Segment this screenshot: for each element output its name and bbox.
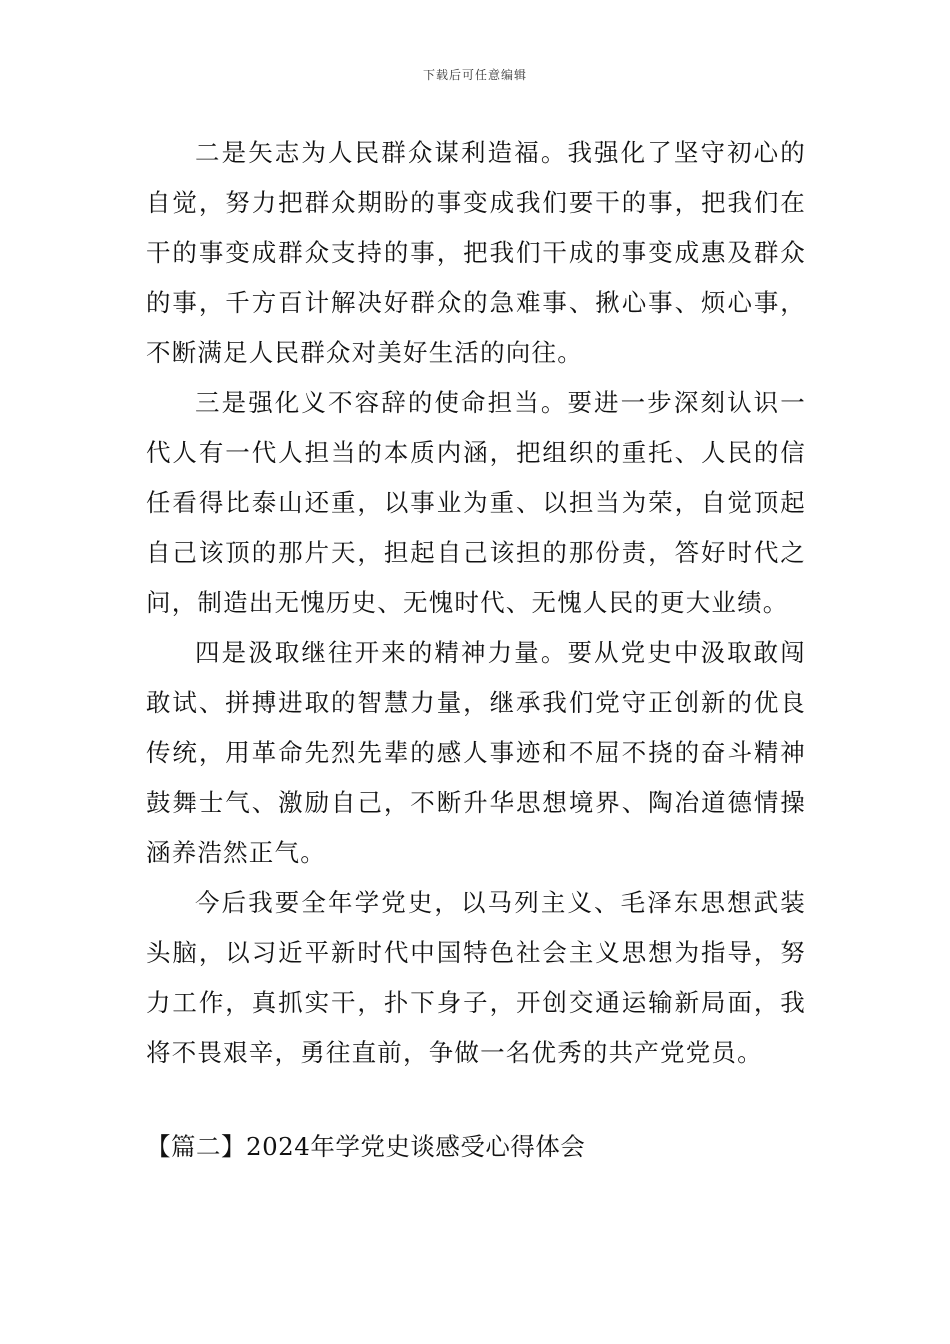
document-body — [146, 128, 806, 1078]
paragraph-3: 三是强化义不容辞的使命担当。要进一步深刻认识一代人有一代人担当的本质内涵，把组织的重托、人民的信任看得比泰山还重，以事业为重、以担当为荣，自觉顶起自己该顶的那片天，担起自己该担的那份责，答好时代之问，制造出无愧历史、无愧时代、无愧人民的更大业绩。 — [146, 388, 806, 617]
section-heading: 【篇二】2024年学党史谈感受心得体会 — [146, 1132, 586, 1161]
paragraph-2: 二是矢志为人民群众谋利造福。我强化了坚守初心的自觉，努力把群众期盼的事变成我们要干的事，把我们在干的事变成群众支持的事，把我们干成的事变成惠及群众的事，千方百计解决好群众的急难事、揪心事、烦心事，不断满足人民群众对美好生活的向往。 — [146, 138, 806, 367]
header-note: 下载后可任意编辑 — [422, 68, 527, 82]
paragraph-4: 四是汲取继往开来的精神力量。要从党史中汲取敢闯敢试、拼搏进取的智慧力量，继承我们党守正创新的优良传统，用革命先烈先辈的感人事迹和不屈不挠的奋斗精神鼓舞士气、激励自己，不断升华思想境界、陶冶道德情操涵养浩然正气。 — [146, 638, 806, 867]
paragraph-5: 今后我要全年学党史，以马列主义、毛泽东思想武装头脑，以习近平新时代中国特色社会主义思想为指导，努力工作，真抓实干，扑下身子，开创交通运输新局面，我将不畏艰辛，勇往直前，争做一名优秀的共产党党员。 — [146, 888, 806, 1067]
